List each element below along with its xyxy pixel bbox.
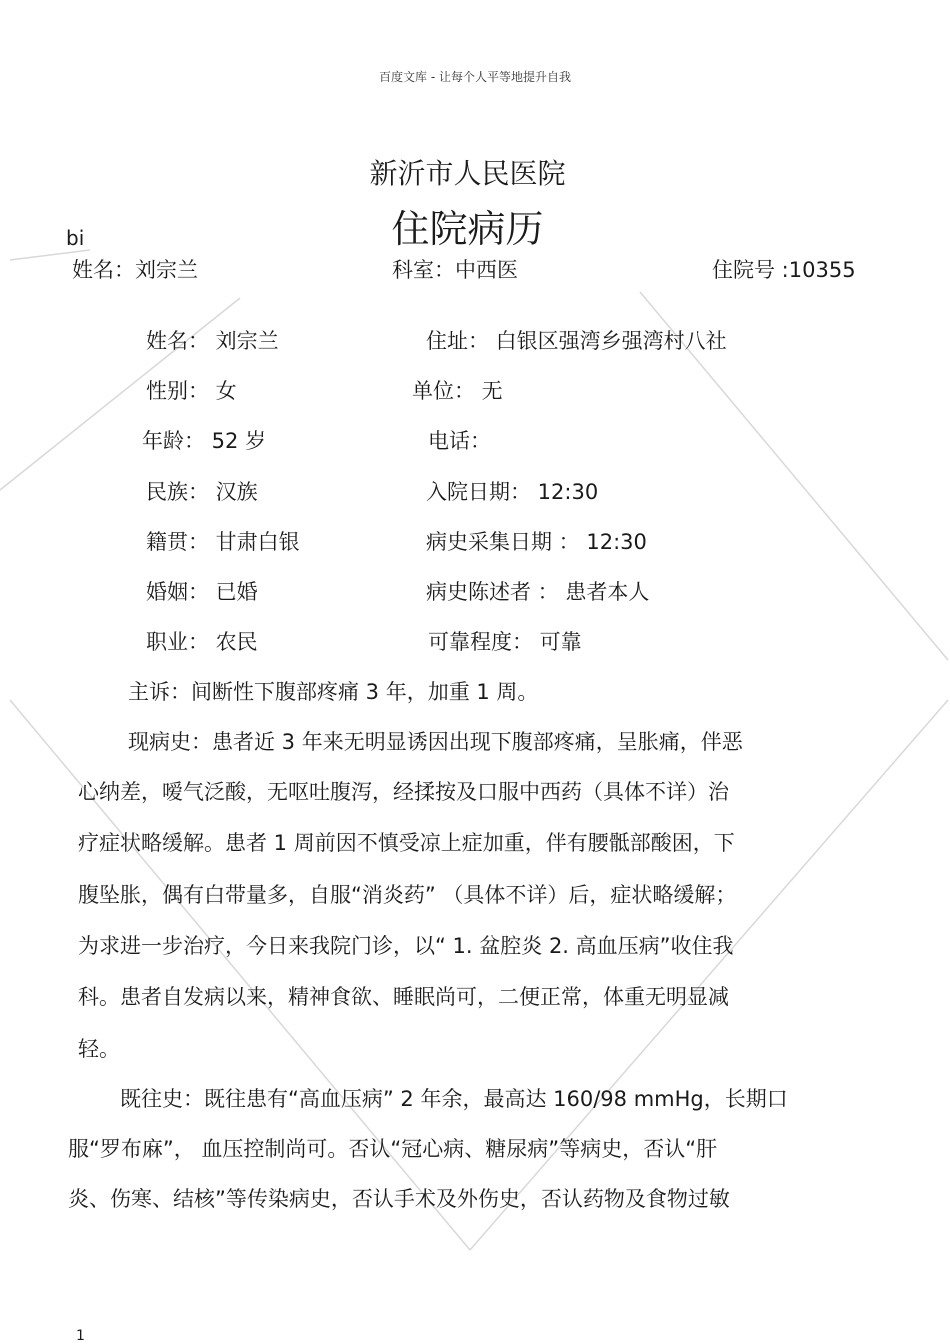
past-history-line-3: 炎、伤寒、结核”等传染病史，否认手术及外伤史，否认药物及食物过敏: [68, 1187, 730, 1211]
top-admission-number: 住院号 :10355: [712, 258, 856, 282]
patient-ethnicity: 民族： 汉族: [146, 480, 258, 504]
patient-employer: 单位： 无: [412, 379, 503, 403]
patient-marital-status: 婚姻： 已婚: [146, 580, 258, 604]
patient-phone: 电话：: [428, 429, 491, 453]
present-illness-line-6: 科。患者自发病以来，精神食欲、睡眠尚可，二便正常，体重无明显减: [78, 985, 729, 1009]
chief-complaint: 主诉：间断性下腹部疼痛 3 年，加重 1 周。: [128, 680, 539, 704]
present-illness-line-3: 疗症状略缓解。患者 1 周前因不慎受凉上症加重，伴有腰骶部酸困，下: [78, 831, 735, 855]
stray-mark: bi: [66, 226, 85, 250]
admission-date: 入院日期： 12:30: [426, 480, 599, 504]
patient-hometown: 籍贯： 甘肃白银: [146, 530, 300, 554]
present-illness-line-5: 为求进一步治疗，今日来我院门诊，以“ 1. 盆腔炎 2. 高血压病”收住我: [78, 934, 734, 958]
present-illness-line-7: 轻。: [78, 1037, 120, 1061]
patient-address: 住址： 白银区强湾乡强湾村八社: [426, 329, 727, 353]
past-history-line-2: 服“罗布麻”， 血压控制尚可。否认“冠心病、糖尿病”等病史，否认“肝: [68, 1137, 718, 1161]
present-illness-line-1: 现病史：患者近 3 年来无明显诱因出现下腹部疼痛，呈胀痛，伴恶: [128, 730, 743, 754]
patient-occupation: 职业： 农民: [146, 630, 258, 654]
history-collection-date: 病史采集日期 ： 12:30: [426, 530, 647, 554]
history-informant: 病史陈述者 ： 患者本人: [426, 580, 650, 604]
top-name: 姓名：刘宗兰: [72, 258, 198, 282]
history-reliability: 可靠程度： 可靠: [428, 630, 582, 654]
page-header-banner: 百度文库 - 让每个人平等地提升自我: [379, 70, 571, 84]
past-history-line-1: 既往史：既往患有“高血压病” 2 年余，最高达 160/98 mmHg，长期口: [120, 1087, 788, 1111]
document-title: 住院病历: [391, 207, 544, 251]
top-department: 科室：中西医: [392, 258, 518, 282]
patient-age: 年龄： 52 岁: [142, 429, 267, 453]
patient-name: 姓名： 刘宗兰: [146, 329, 279, 353]
page-number: 1: [76, 1328, 85, 1344]
hospital-name: 新沂市人民医院: [369, 157, 566, 190]
present-illness-line-4: 腹坠胀，偶有白带量多，自服“消炎药” （具体不详）后，症状略缓解；: [78, 883, 737, 907]
present-illness-line-2: 心纳差，嗳气泛酸，无呕吐腹泻，经揉按及口服中西药（具体不详）治: [78, 780, 729, 804]
patient-gender: 性别： 女: [146, 379, 237, 403]
